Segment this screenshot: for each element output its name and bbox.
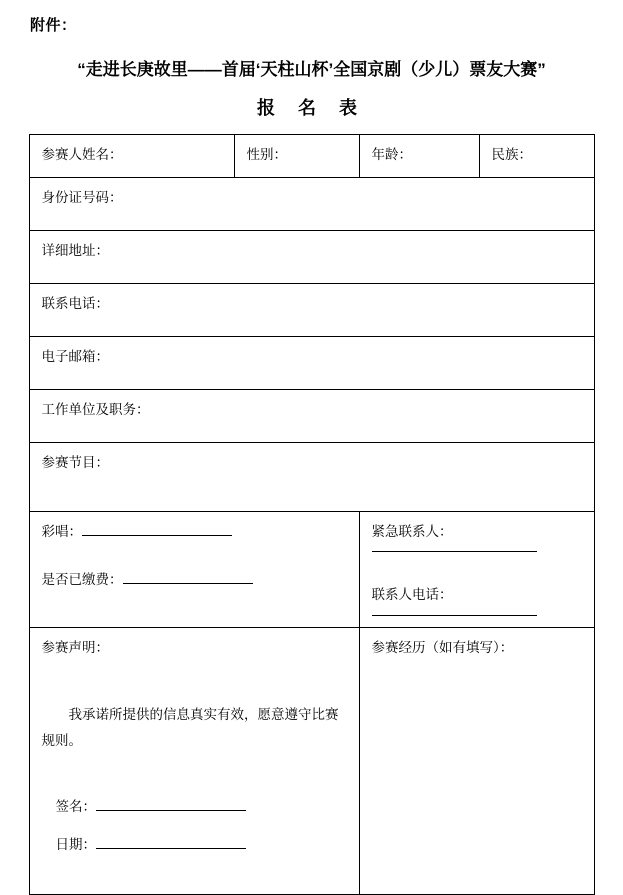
table-row-address (29, 231, 594, 284)
date-blank[interactable] (96, 837, 246, 849)
paid-blank[interactable] (123, 572, 253, 584)
attachment-label: 附件： (30, 17, 77, 34)
cell-costume-payment (29, 512, 359, 628)
field-emergency-contact-wrap (372, 520, 584, 555)
page-title: “走进长庚故里——首届‘天柱山杯’全国京剧（少儿）票友大赛” (77, 60, 546, 79)
cell-declaration (29, 627, 359, 894)
table-row-extra (29, 512, 594, 628)
field-emergency-phone-wrap (372, 583, 584, 618)
declaration-label: 参赛声明： (41, 639, 109, 655)
field-work-unit[interactable]: 工作单位及职务： (29, 390, 594, 443)
field-email[interactable]: 电子邮箱： (29, 337, 594, 390)
table-row-program (29, 443, 594, 512)
signature-label: 签名： (55, 799, 96, 815)
declaration-signature-block (42, 795, 349, 853)
field-gender[interactable]: 性别： (234, 135, 359, 178)
page-subtitle: 报 名 表 (256, 98, 366, 118)
field-address[interactable]: 详细地址： (29, 231, 594, 284)
emergency-contact-blank[interactable] (372, 540, 537, 552)
field-program[interactable]: 参赛节目： (29, 443, 594, 512)
registration-form-table (29, 134, 595, 895)
table-row-declaration (29, 627, 594, 894)
field-costume-wrap (42, 520, 349, 540)
signature-wrap (56, 795, 349, 815)
field-paid-label: 是否已缴费： (41, 572, 123, 587)
field-id-number[interactable]: 身份证号码： (29, 178, 594, 231)
field-costume-label: 彩唱： (41, 524, 82, 539)
date-wrap (56, 833, 349, 853)
cell-emergency (359, 512, 594, 628)
experience-label: 参赛经历（如有填写）： (371, 639, 514, 655)
cell-experience[interactable] (359, 627, 594, 894)
declaration-text: 我承诺所提供的信息真实有效，愿意遵守比赛规则。 (41, 706, 339, 748)
table-row-email (29, 337, 594, 390)
table-row-phone (29, 284, 594, 337)
field-age[interactable]: 年龄： (359, 135, 479, 178)
field-name[interactable]: 参赛人姓名： (29, 135, 234, 178)
date-label: 日期： (55, 837, 96, 853)
field-ethnicity[interactable]: 民族： (479, 135, 594, 178)
table-row-work (29, 390, 594, 443)
table-row-id (29, 178, 594, 231)
field-emergency-contact-label: 紧急联系人： (371, 524, 453, 539)
field-phone[interactable]: 联系电话： (29, 284, 594, 337)
signature-blank[interactable] (96, 799, 246, 811)
field-paid-wrap (42, 568, 349, 588)
field-emergency-phone-label: 联系人电话： (371, 587, 453, 603)
costume-blank[interactable] (82, 524, 232, 536)
emergency-phone-blank[interactable] (372, 603, 537, 615)
table-row-identity (29, 135, 594, 178)
